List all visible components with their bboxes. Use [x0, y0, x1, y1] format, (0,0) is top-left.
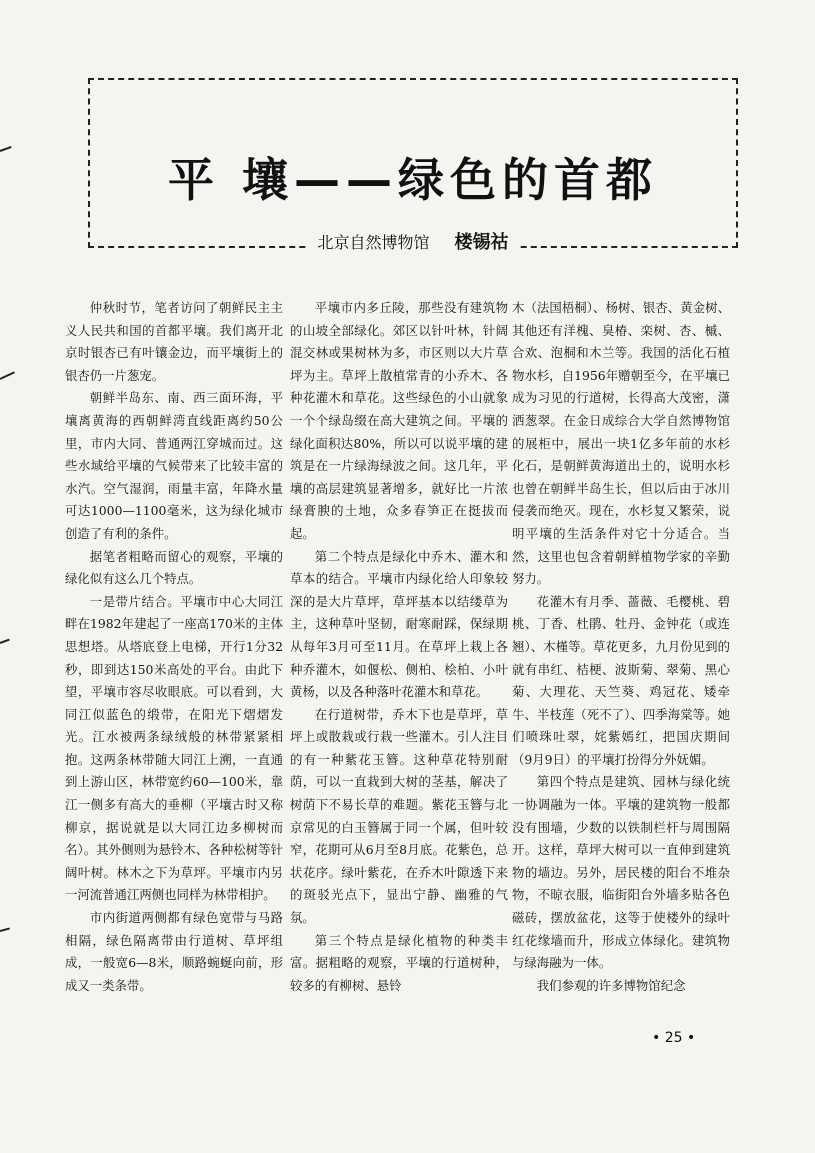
text-column-2	[290, 297, 508, 997]
paragraph: 我们参观的许多博物馆纪念	[536, 977, 686, 993]
margin-mark	[0, 927, 10, 932]
margin-mark	[0, 371, 15, 380]
paragraph: 市内街道两侧都有绿色宽带与马路相隔，绿色隔离带由行道树、草坪组成，一般宽6—8米，顺路蜿蜒向前，形成又一类条带。	[65, 910, 283, 993]
page-number: • 25 •	[652, 1030, 696, 1046]
author-name: 楼锡祜	[454, 232, 509, 253]
paragraph: 朝鲜半岛东、南、西三面环海，平壤离黄海的西朝鲜湾直线距离约50公里，市内大同、普通两江穿城而过。这些水域给平壤的气候带来了比较丰富的水汽。空气湿润，雨量丰富，年降水量可达1000—1100毫米，这为绿化城市创造了有利的条件。	[65, 390, 283, 541]
paragraph: 平壤市内多丘陵，那些没有建筑物的山坡全部绿化。郊区以针叶林，针阔混交林或果树林为多，市区则以大片草坪为主。草坪上散植常青的小乔木、各种花灌木和草花。这些绿色的小山就象一个个绿岛缀在高大建筑之间。平壤的绿化面积达80%，所以可以说平壤的建筑是在一片绿海绿波之间。这几年，平壤的高层建筑显著增多，就好比一片浓绿膏腴的土地，众多春笋正在挺拔而起。	[290, 300, 508, 541]
title-frame	[88, 78, 738, 253]
paragraph: 在行道树带，乔木下也是草坪，草坪上或散栽或行栽一些灌木。引人注目的有一种紫花玉簪。这种草花特别耐荫，可以一直栽到大树的茎基，解决了树荫下不易长草的难题。紫花玉簪与北京常见的白玉簪属于同一个属，但叶较窄，花期可从6月至8月底。花紫色，总状花序。绿叶紫花，在乔木叶隙透下来的斑驳光点下，显出宁静、幽雅的气氛。	[290, 706, 508, 926]
author-organization: 北京自然博物馆	[317, 233, 430, 252]
paragraph: 木（法国梧桐）、杨树、银杏、黄金树、其他还有洋槐、臭椿、栾树、杏、槭、合欢、泡桐和木兰等。我国的活化石植物水杉，自1956年赠朝至今，在平壤已成为习见的行道树，长得高大茂密，潇洒葱翠。在金日成综合大学自然博物馆的展柜中，展出一块1亿多年前的水杉化石，是朝鲜黄海道出土的，说明水杉也曾在朝鲜半岛生长，但以后由于冰川侵袭而绝灭。现在，水杉复又繁荣，说明平壤的生活条件对它十分适合。当然，这里也包含着朝鲜植物学家的辛勤努力。	[512, 300, 730, 587]
paragraph: 仲秋时节，笔者访问了朝鲜民主主义人民共和国的首都平壤。我们离开北京时银杏已有叶镶金边，而平壤街上的银杏仍一片葱宠。	[65, 300, 283, 383]
text-column-1	[65, 297, 283, 997]
paragraph: 花灌木有月季、蔷薇、毛樱桃、碧桃、丁香、杜鹃、牡丹、金钟花（或连翘）、木槿等。草花更多，九月份见到的就有串红、桔梗、波斯菊、翠菊、黑心菊、大理花、天竺葵、鸡冠花、矮牵牛、半枝莲（死不了）、四季海棠等。她们喷珠吐翠，姹紫嫣红，把国庆期间（9月9日）的平壤打扮得分外妩媚。	[512, 593, 730, 767]
paragraph: 据笔者粗略而留心的观察，平壤的绿化似有这么几个特点。	[65, 548, 283, 587]
margin-mark	[0, 639, 10, 644]
paragraph: 第三个特点是绿化植物的种类丰富。据粗略的观察，平壤的行道树种，较多的有柳树、悬铃	[290, 932, 508, 993]
frame-top-border	[88, 78, 738, 80]
text-column-3	[512, 297, 730, 997]
byline	[88, 228, 738, 254]
article-title: 平 壤——绿色的首都	[167, 153, 658, 207]
margin-mark	[0, 146, 12, 152]
paragraph: 第二个特点是绿化中乔木、灌木和草本的结合。平壤市内绿化给人印象较深的是大片草坪，草坪基本以结缕草为主，这种草叶坚韧，耐寒耐踩，保绿期从每年3月可至11月。在草坪上栽上各种乔灌木，如偃松、侧柏、桧柏、小叶黄杨，以及各种落叶花灌木和草花。	[290, 548, 508, 700]
paragraph: 第四个特点是建筑、园林与绿化统一协调融为一体。平壤的建筑物一般都没有围墙，少数的以铁制栏杆与周围隔开。这样，草坪大树可以一直伸到建筑物的墙边。另外，居民楼的阳台不堆杂物，不晾衣服，临街阳台外墙多贴各色磁砖，摆放盆花，这等于使楼外的绿叶红花缘墙而升，形成立体绿化。建筑物与绿海融为一体。	[512, 774, 730, 971]
paragraph: 一是带片结合。平壤市中心大同江畔在1982年建起了一座高170米的主体思想塔。从塔底登上电梯，开行1分32秒，即到达150米高处的平台。由此下望，平壤市容尽收眼底。可以看到，大同江似蓝色的缎带，在阳光下熠熠发光。江水被两条绿绒般的林带紧紧相抱。这两条林带随大同江上溯，一直通到上游山区，林带宽约60—100米，靠江一侧多有高大的垂柳（平壤古时又称柳京，据说就是以大同江边多柳树而名）。其外侧则为悬铃木、各种松树等针阔叶树。林木之下为草坪。平壤市内另一河流普通江两侧也同样为林带相护。	[65, 593, 283, 903]
